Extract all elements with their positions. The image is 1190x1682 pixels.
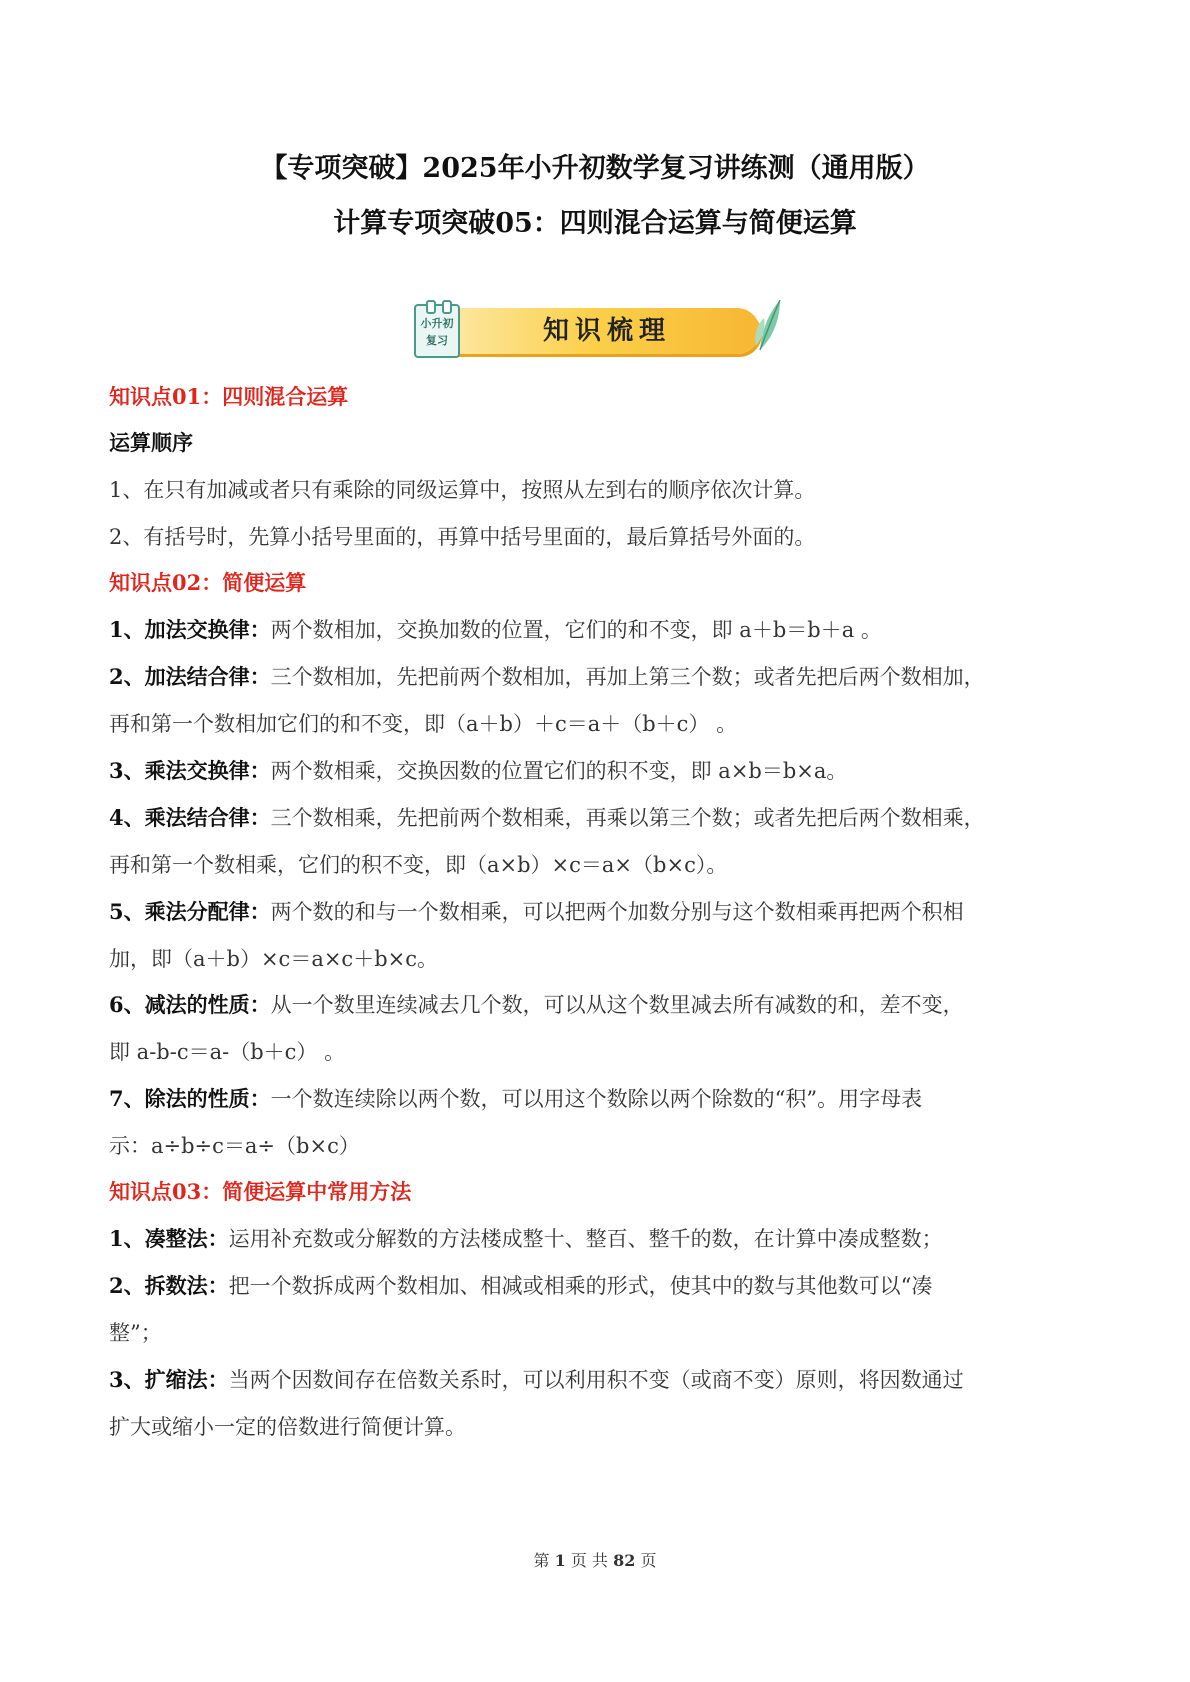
kp3-item-1-term: 1、凑整法： [109, 1226, 229, 1251]
kp2-item-5 [109, 897, 1099, 927]
footer-prefix: 第 [533, 1551, 550, 1570]
kp2-item-7-text: 一个数连续除以两个数，可以用这个数除以两个除数的“积”。用字母表 [270, 1087, 923, 1111]
kp2-item-2-cont: 再和第一个数相加它们的和不变，即（a＋b）＋c＝a＋（b＋c） 。 [109, 712, 738, 736]
kp2-item-4-term: 4、乘法结合律： [109, 805, 271, 830]
banner-label: 知识梳理 [542, 316, 671, 346]
page-footer [0, 1548, 1190, 1571]
kp2-item-4-cont: 再和第一个数相乘，它们的积不变，即（a×b）×c＝a×（b×c）。 [109, 853, 728, 877]
kp2-item-7-term: 7、除法的性质： [109, 1086, 271, 1111]
kp2-item-2 [109, 662, 1099, 692]
kp1-item-2: 2、有括号时，先算小括号里面的，再算中括号里面的，最后算括号外面的。 [109, 525, 816, 549]
kp3-item-1-text: 运用补充数或分解数的方法楼成整十、整百、整千的数，在计算中凑成整数； [228, 1227, 943, 1251]
kp2-item-5-term: 5、乘法分配律： [109, 899, 271, 924]
kp2-item-3-text: 两个数相乘，交换因数的位置它们的积不变，即 a×b＝b×a。 [270, 759, 848, 783]
kp3-item-2-term: 2、拆数法： [109, 1273, 229, 1298]
kp3-heading: 知识点03：简便运算中常用方法 [109, 1179, 412, 1204]
kp2-item-7-cont: 示：a÷b÷c＝a÷（b×c） [109, 1134, 360, 1158]
kp3-item-2-cont: 整”； [109, 1321, 162, 1345]
kp2-item-3 [109, 756, 1099, 786]
kp2-item-2-term: 2、加法结合律： [109, 664, 271, 689]
kp2-item-3-term: 3、乘法交换律： [109, 758, 271, 783]
badge-line1: 小升初 [420, 317, 454, 330]
kp2-item-1 [109, 615, 1099, 645]
badge-line2: 复习 [426, 334, 448, 347]
kp3-item-1 [109, 1224, 1099, 1254]
kp2-item-2-text: 三个数相加，先把前两个数相加，再加上第三个数；或者先把后两个数相加， [270, 665, 985, 689]
kp1-heading: 知识点01：四则混合运算 [109, 384, 349, 409]
kp2-item-1-term: 1、加法交换律： [109, 617, 271, 642]
kp2-item-6-text: 从一个数里连续减去几个数，可以从这个数里减去所有减数的和，差不变， [270, 993, 964, 1017]
calendar-icon [414, 304, 460, 358]
kp2-item-5-text: 两个数的和与一个数相乘，可以把两个加数分别与这个数相乘再把两个积相 [270, 900, 964, 924]
kp2-item-6 [109, 990, 1099, 1020]
kp2-item-7 [109, 1084, 1099, 1114]
kp3-item-3-term: 3、扩缩法： [109, 1367, 229, 1392]
kp2-item-1-text: 两个数相加，交换加数的位置，它们的和不变，即 a＋b＝b＋a 。 [270, 618, 882, 642]
footer-middle: 页 共 [570, 1551, 608, 1570]
kp1-item-1: 1、在只有加减或者只有乘除的同级运算中，按照从左到右的顺序依次计算。 [109, 478, 816, 502]
document-title: 【专项突破】2025年小升初数学复习讲练测（通用版） [260, 153, 930, 184]
current-page-number: 1 [554, 1551, 566, 1570]
kp3-item-3-text: 当两个因数间存在倍数关系时，可以利用积不变（或商不变）原则，将因数通过 [228, 1368, 964, 1392]
footer-suffix: 页 [640, 1551, 657, 1570]
document-subtitle: 计算专项突破05：四则混合运算与简便运算 [333, 208, 857, 239]
kp3-item-3 [109, 1365, 1099, 1395]
kp2-item-5-cont: 加，即（a＋b）×c＝a×c＋b×c。 [109, 947, 438, 971]
kp3-item-2 [109, 1271, 1099, 1301]
kp1-subheading: 运算顺序 [109, 430, 193, 455]
kp2-item-6-cont: 即 a-b-c＝a-（b＋c） 。 [109, 1040, 346, 1064]
leaf-icon [754, 296, 784, 352]
kp3-item-3-cont: 扩大或缩小一定的倍数进行简便计算。 [109, 1415, 466, 1439]
kp2-heading: 知识点02：简便运算 [109, 570, 307, 595]
section-banner [414, 296, 784, 362]
kp2-item-4-text: 三个数相乘，先把前两个数相乘，再乘以第三个数；或者先把后两个数相乘， [270, 806, 985, 830]
kp2-item-4 [109, 803, 1099, 833]
kp3-item-2-text: 把一个数拆成两个数相加、相减或相乘的形式，使其中的数与其他数可以“凑 [228, 1274, 933, 1298]
total-page-count: 82 [613, 1551, 636, 1570]
kp2-item-6-term: 6、减法的性质： [109, 992, 271, 1017]
